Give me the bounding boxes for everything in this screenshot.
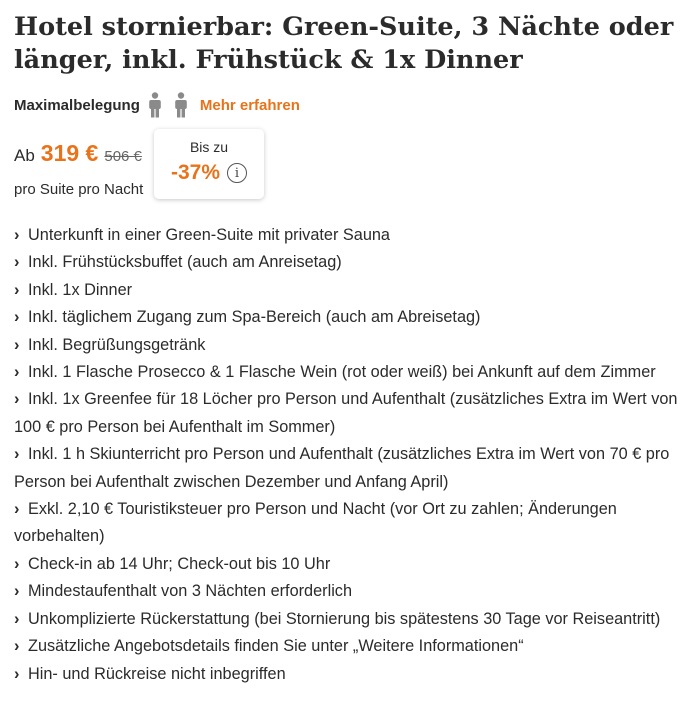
feature-text: Unkomplizierte Rückerstattung (bei Stornierung bis spätestens 30 Tage vor Reiseantritt): [28, 609, 661, 628]
price-amount: 319 €: [40, 140, 99, 166]
feature-item: [14, 633, 686, 660]
chevron-right-icon: ›: [14, 445, 20, 464]
feature-text: Inkl. täglichem Zugang zum Spa-Bereich (auch am Abreisetag): [28, 308, 481, 327]
feature-item: [14, 441, 686, 496]
feature-item: [14, 661, 686, 688]
feature-item: [14, 249, 686, 276]
chevron-right-icon: ›: [14, 609, 20, 628]
feature-text: Inkl. 1 h Skiunterricht pro Person und Aufenthalt (zusätzliches Extra im Wert von 70 € pro Person bei Aufenthalt zwischen Dezember und Anfang April): [14, 445, 670, 491]
chevron-right-icon: ›: [14, 226, 20, 244]
feature-item: [14, 606, 686, 633]
discount-badge: [154, 129, 264, 199]
feature-text: Inkl. 1x Dinner: [28, 280, 133, 299]
person-icon: [148, 92, 162, 118]
chevron-right-icon: ›: [14, 500, 20, 519]
feature-text: Exkl. 2,10 € Touristiksteuer pro Person und Nacht (vor Ort zu zahlen; Änderungen vorbehalten): [14, 500, 617, 546]
feature-item: [14, 386, 686, 441]
chevron-right-icon: ›: [14, 280, 20, 299]
original-price: 506 €: [104, 148, 142, 165]
feature-item: [14, 496, 686, 551]
feature-item: [14, 277, 686, 304]
chevron-right-icon: ›: [14, 554, 20, 573]
chevron-right-icon: ›: [14, 363, 20, 382]
feature-item: [14, 578, 686, 605]
more-info-link[interactable]: Mehr erfahren: [199, 96, 300, 114]
chevron-right-icon: ›: [14, 253, 20, 272]
offer-title: Hotel stornierbar: Green-Suite, 3 Nächte oder länger, inkl. Frühstück & 1x Dinner: [14, 12, 674, 75]
info-icon[interactable]: i: [227, 163, 247, 183]
feature-item: [14, 222, 686, 249]
feature-text: Zusätzliche Angebotsdetails finden Sie unter „Weitere Informationen“: [28, 637, 524, 656]
price-block: [14, 140, 143, 198]
feature-text: Hin- und Rückreise nicht inbegriffen: [28, 664, 286, 683]
chevron-right-icon: ›: [14, 308, 20, 327]
feature-item: [14, 551, 686, 578]
discount-label: Bis zu: [189, 139, 229, 155]
chevron-right-icon: ›: [14, 664, 20, 683]
price-unit: pro Suite pro Nacht: [14, 181, 144, 198]
discount-value: -37%: [170, 161, 221, 184]
feature-text: Inkl. 1 Flasche Prosecco & 1 Flasche Wein (rot oder weiß) bei Ankunft auf dem Zimmer: [28, 363, 656, 382]
feature-text: Check-in ab 14 Uhr; Check-out bis 10 Uhr: [28, 554, 331, 573]
price-prefix: Ab: [14, 146, 35, 165]
chevron-right-icon: ›: [14, 390, 20, 409]
feature-item: [14, 304, 686, 331]
chevron-right-icon: ›: [14, 335, 20, 354]
person-icon: [174, 92, 188, 118]
feature-text: Mindestaufenthalt von 3 Nächten erforderlich: [28, 582, 353, 601]
feature-item: [14, 332, 686, 359]
max-occupancy: [14, 91, 300, 119]
feature-text: Unterkunft in einer Green-Suite mit privater Sauna: [28, 226, 390, 244]
feature-list: [14, 222, 686, 688]
feature-text: Inkl. Frühstücksbuffet (auch am Anreisetag): [28, 253, 342, 272]
feature-item: [14, 359, 686, 386]
chevron-right-icon: ›: [14, 637, 20, 656]
chevron-right-icon: ›: [14, 582, 20, 601]
feature-text: Inkl. Begrüßungsgetränk: [28, 335, 206, 354]
feature-text: Inkl. 1x Greenfee für 18 Löcher pro Person und Aufenthalt (zusätzliches Extra im Wert von 100 € pro Person bei Aufenthalt im Sommer): [14, 390, 678, 436]
max-occupancy-label: Maximalbelegung: [14, 96, 140, 114]
